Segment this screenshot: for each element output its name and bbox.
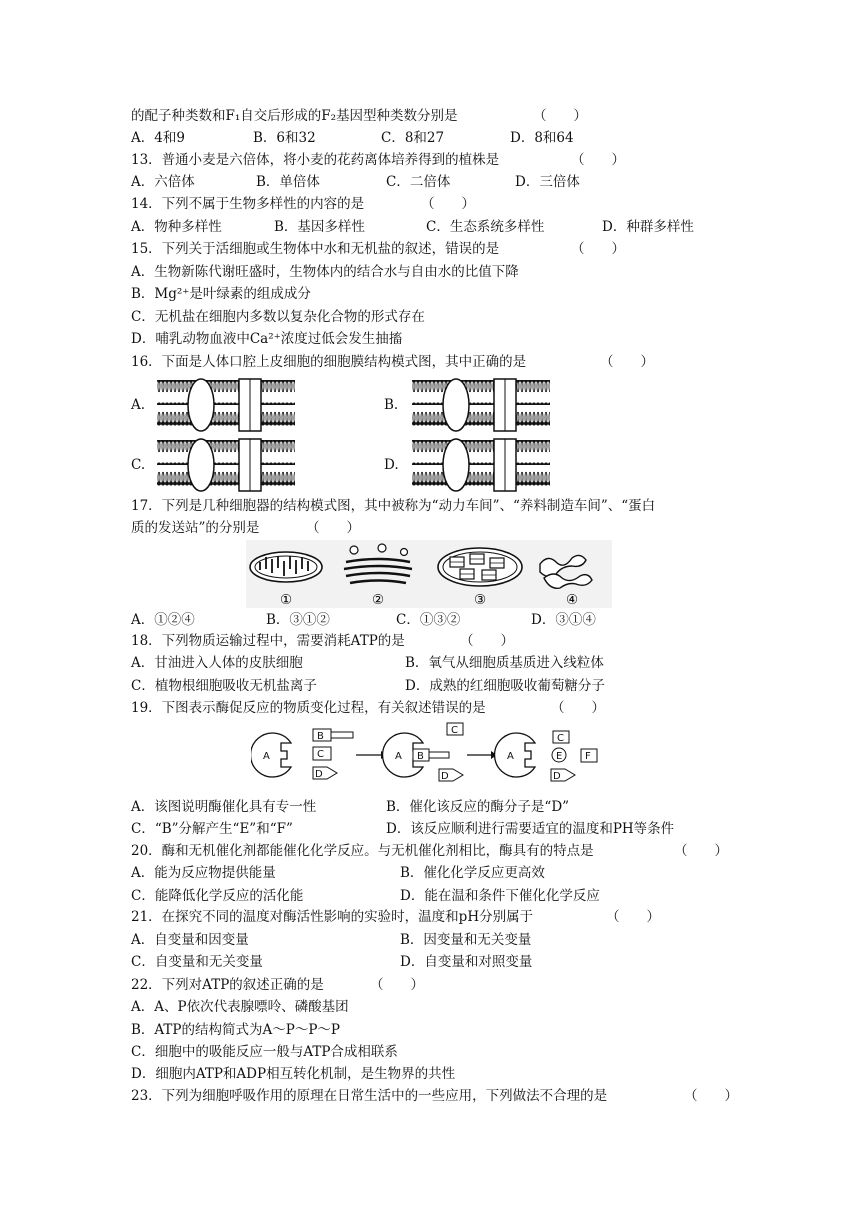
answer-paren: （ ） (533, 108, 587, 124)
q21-option-c: C．自变量和无关变量 (131, 954, 263, 970)
q13-option-a: A．六倍体 (131, 174, 195, 190)
fig-label-1: ① (279, 592, 293, 608)
svg-text:C: C (451, 725, 458, 736)
answer-paren: （ ） (421, 196, 475, 212)
q16-label-d: D. (384, 457, 399, 473)
q19-option-b: B．催化该反应的酶分子是“D” (386, 799, 570, 815)
membrane-figure-b (412, 378, 550, 432)
enzyme-reaction-figure (251, 719, 611, 793)
svg-text:F: F (585, 751, 591, 762)
q12-option-d: D．8和64 (510, 130, 574, 146)
q14-option-a: A．物种多样性 (131, 219, 222, 235)
q21-option-b: B．因变量和无关变量 (400, 932, 532, 948)
answer-paren: （ ） (571, 241, 625, 257)
q18-option-b: B．氧气从细胞质基质进入线粒体 (405, 655, 604, 671)
svg-text:B: B (317, 731, 324, 742)
q19-option-a: A．该图说明酶催化具有专一性 (131, 799, 317, 815)
q20-option-a: A．能为反应物提供能量 (131, 865, 276, 881)
q13-option-b: B．单倍体 (256, 174, 320, 190)
svg-text:C: C (317, 749, 324, 760)
q15-stem: 15．下列关于活细胞或生物体中水和无机盐的叙述，错误的是 (131, 241, 500, 257)
q22-option-a: A．A、P依次代表腺嘌呤、磷酸基团 (131, 999, 349, 1015)
q15-option-b: B．Mg²⁺是叶绿素的组成成分 (131, 286, 311, 302)
organelle-figure (246, 540, 612, 608)
chloroplast-icon (438, 548, 522, 586)
fig-label-4: ④ (565, 592, 579, 608)
q17-option-a: A．①②④ (131, 612, 195, 628)
svg-text:D: D (315, 769, 323, 780)
answer-paren: （ ） (551, 700, 605, 716)
q21-stem: 21．在探究不同的温度对酶活性影响的实验时，温度和pH分别属于 (131, 909, 534, 925)
answer-paren: （ ） (370, 977, 424, 993)
q16-label-b: B. (384, 397, 399, 413)
q22-option-d: D．细胞内ATP和ADP相互转化机制，是生物界的共性 (131, 1066, 456, 1082)
q17-stem-line1: 17．下列是几种细胞器的结构模式图，其中被称为“动力车间”、“养料制造车间”、“蛋白 (131, 498, 656, 514)
q21-option-d: D．自变量和对照变量 (400, 954, 533, 970)
q16-label-a: A. (131, 397, 146, 413)
svg-text:A: A (507, 751, 514, 762)
q15-option-c: C．无机盐在细胞内多数以复杂化合物的形式存在 (131, 309, 425, 325)
answer-paren: （ ） (674, 843, 728, 859)
svg-text:E: E (556, 751, 563, 762)
membrane-figure-a (157, 378, 295, 432)
membrane-figure-d (412, 438, 550, 492)
q20-option-b: B．催化化学反应更高效 (400, 865, 545, 881)
answer-paren: （ ） (460, 633, 514, 649)
q14-option-b: B．基因多样性 (274, 219, 365, 235)
svg-text:A: A (395, 751, 402, 762)
svg-text:D: D (553, 771, 561, 782)
answer-paren: （ ） (306, 520, 360, 536)
q20-option-d: D．能在温和条件下催化化学反应 (400, 888, 600, 904)
q14-stem: 14．下列不属于生物多样性的内容的是 (131, 196, 365, 212)
q23-stem: 23．下列为细胞呼吸作用的原理在日常生活中的一些应用，下列做法不合理的是 (131, 1088, 608, 1104)
q22-option-c: C．细胞中的吸能反应一般与ATP合成相联系 (131, 1044, 398, 1060)
q12-stem-line: 的配子种类数和F₁自交后形成的F₂基因型种类数分别是 (131, 108, 458, 124)
q17-option-c: C．①③② (396, 612, 461, 628)
answer-paren: （ ） (571, 152, 625, 168)
q20-stem: 20．酶和无机催化剂都能催化化学反应。与无机催化剂相比，酶具有的特点是 (131, 843, 594, 859)
q12-option-c: C．8和27 (381, 130, 445, 146)
q22-stem: 22．下列对ATP的叙述正确的是 (131, 977, 324, 993)
svg-text:D: D (441, 771, 449, 782)
q21-option-a: A．自变量和因变量 (131, 932, 249, 948)
q15-option-d: D．哺乳动物血液中Ca²⁺浓度过低会发生抽搐 (131, 331, 403, 347)
answer-paren: （ ） (684, 1088, 738, 1104)
q19-option-d: D．该反应顺利进行需要适宜的温度和PH等条件 (386, 821, 675, 837)
svg-text:B: B (417, 751, 424, 762)
answer-paren: （ ） (606, 909, 660, 925)
q15-option-a: A．生物新陈代谢旺盛时，生物体内的结合水与自由水的比值下降 (131, 264, 519, 280)
q17-option-d: D．③①④ (531, 612, 596, 628)
q13-option-c: C．二倍体 (386, 174, 451, 190)
enzyme-shape-icon (251, 733, 291, 777)
q18-option-a: A．甘油进入人体的皮肤细胞 (131, 655, 303, 671)
q19-stem: 19．下图表示酶促反应的物质变化过程，有关叙述错误的是 (131, 700, 486, 716)
q19-option-c: C．“B”分解产生“E”和“F” (131, 821, 293, 837)
q13-option-d: D．三倍体 (515, 174, 580, 190)
q17-option-b: B．③①② (266, 612, 330, 628)
q14-option-d: D．种群多样性 (602, 219, 694, 235)
q20-option-c: C．能降低化学反应的活化能 (131, 888, 304, 904)
answer-paren: （ ） (600, 354, 654, 370)
q22-option-b: B．ATP的结构简式为A～P～P～P (131, 1022, 341, 1038)
mitochondrion-icon (250, 552, 322, 582)
fig-label-3: ③ (473, 592, 487, 608)
q13-stem: 13．普通小麦是六倍体，将小麦的花药离体培养得到的植株是 (131, 152, 500, 168)
membrane-figure-c (157, 438, 295, 492)
q18-option-d: D．成熟的红细胞吸收葡萄糖分子 (405, 678, 605, 694)
q18-stem: 18．下列物质运输过程中，需要消耗ATP的是 (131, 633, 405, 649)
fig-label-2: ② (371, 592, 385, 608)
q16-stem: 16．下面是人体口腔上皮细胞的细胞膜结构模式图，其中正确的是 (131, 354, 527, 370)
q12-option-a: A．4和9 (131, 130, 185, 146)
q14-option-c: C．生态系统多样性 (426, 219, 545, 235)
q16-label-c: C. (131, 457, 146, 473)
q17-stem-line2: 质的发送站”的分别是 (131, 520, 260, 536)
fig-letter-a: A (263, 751, 270, 762)
q18-option-c: C．植物根细胞吸收无机盐离子 (131, 678, 317, 694)
svg-text:C: C (557, 733, 564, 744)
q12-option-b: B．6和32 (253, 130, 316, 146)
